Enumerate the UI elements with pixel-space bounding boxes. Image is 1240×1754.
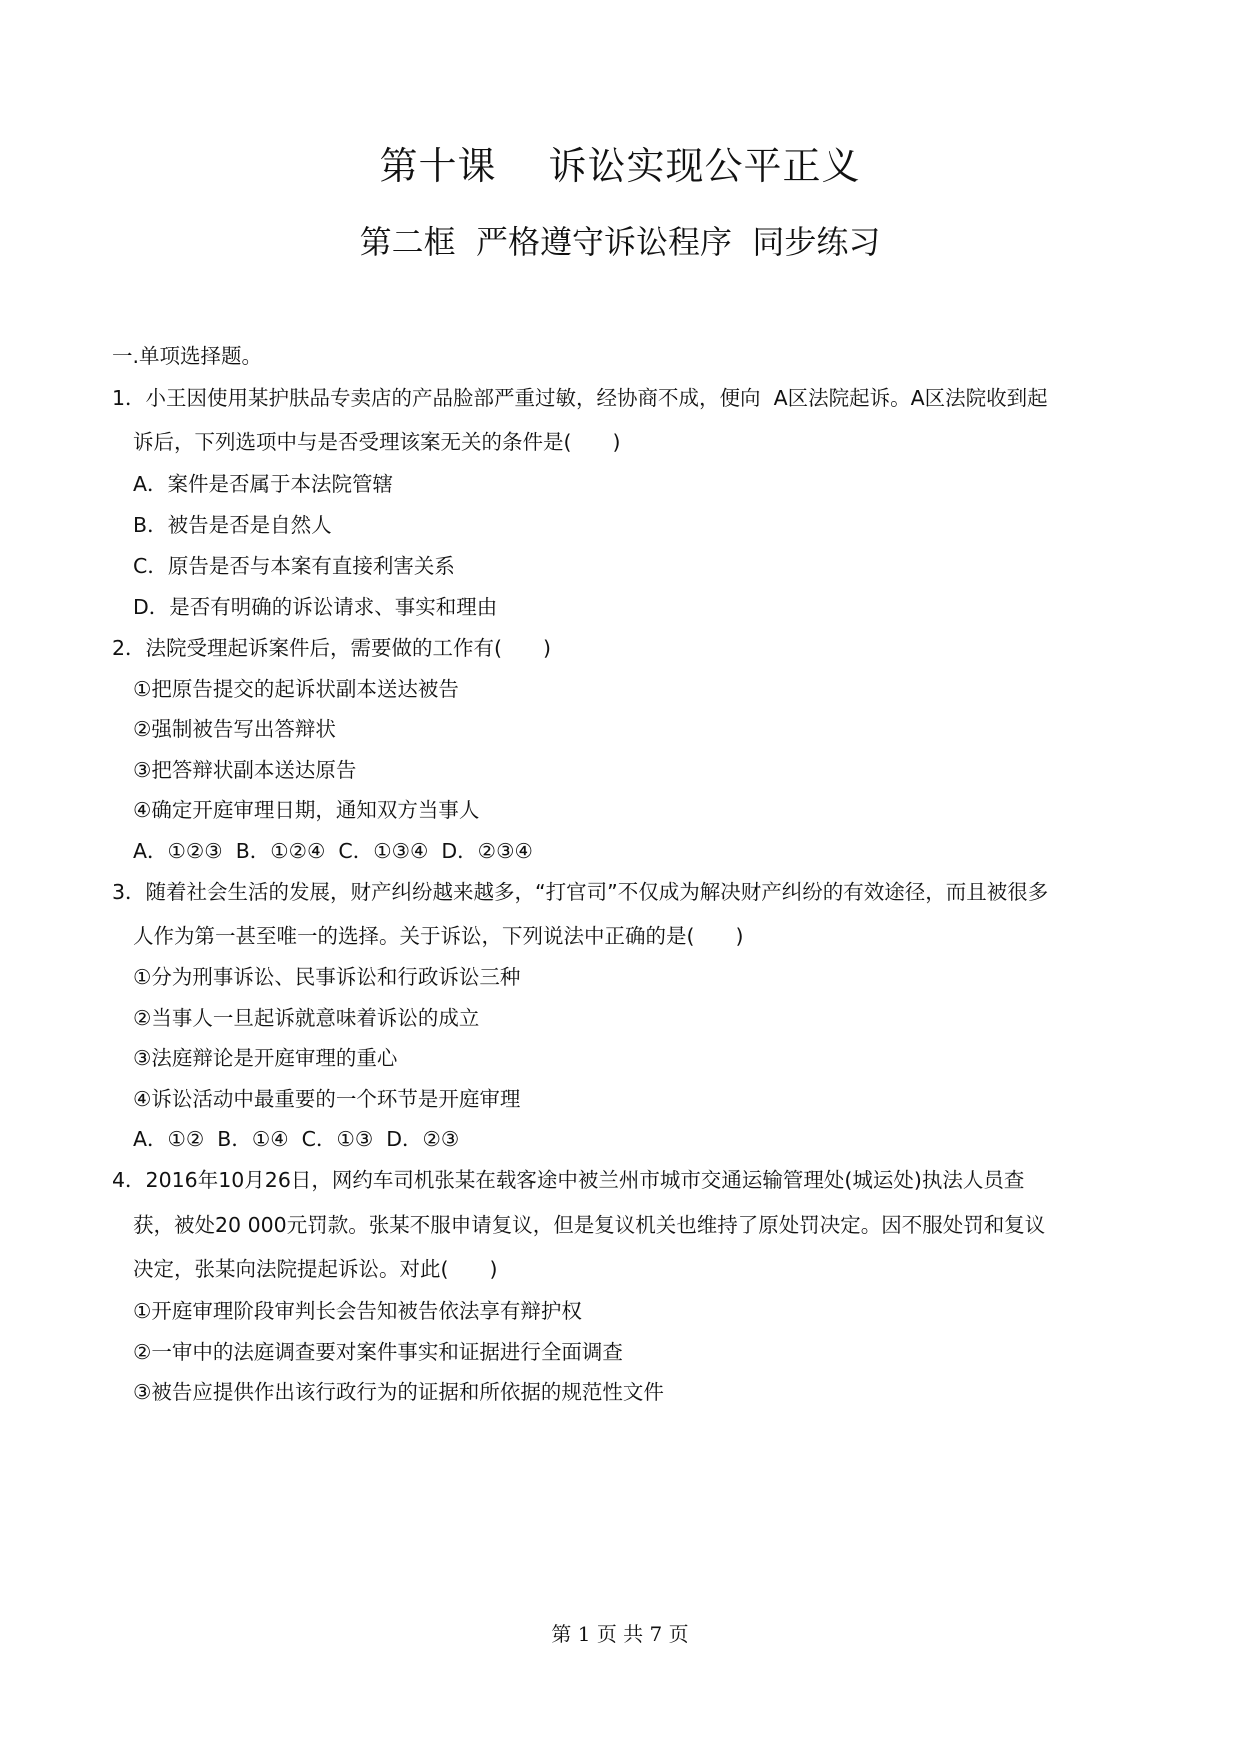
document-title: 第十课 诉讼实现公平正义: [379, 144, 861, 188]
answer-option-d: D．是否有明确的诉讼请求、事实和理由: [133, 595, 498, 619]
statement-2: ②当事人一旦起诉就意味着诉讼的成立: [133, 1006, 480, 1030]
statement-2: ②一审中的法庭调查要对案件事实和证据进行全面调查: [133, 1340, 623, 1364]
question-stem-line: 人作为第一甚至唯一的选择。关于诉讼，下列说法中正确的是( ): [133, 924, 744, 948]
statement-3: ③法庭辩论是开庭审理的重心: [133, 1046, 398, 1070]
page-number-footer: 第 1 页 共 7 页: [551, 1622, 689, 1646]
statement-3: ③把答辩状副本送达原告: [133, 758, 357, 782]
statement-1: ①把原告提交的起诉状副本送达被告: [133, 677, 459, 701]
question-stem-line: 4．2016年10月26日，网约车司机张某在载客途中被兰州市城市交通运输管理处(城运处)执法人员查: [112, 1168, 1025, 1192]
question-stem-line: 决定，张某向法院提起诉讼。对此( ): [133, 1257, 498, 1281]
question-stem-line: 2．法院受理起诉案件后，需要做的工作有( ): [112, 636, 552, 660]
statement-3: ③被告应提供作出该行政行为的证据和所依据的规范性文件: [133, 1380, 664, 1404]
question-stem-line: 诉后，下列选项中与是否受理该案无关的条件是( ): [133, 430, 621, 454]
statement-4: ④确定开庭审理日期，通知双方当事人: [133, 798, 480, 822]
answer-options: A．①②③ B．①②④ C．①③④ D．②③④: [133, 839, 533, 863]
answer-option-a: A．案件是否属于本法院管辖: [133, 472, 394, 496]
question-stem-line: 3．随着社会生活的发展，财产纠纷越来越多，“打官司”不仅成为解决财产纠纷的有效途径，而且被很多: [112, 880, 1049, 904]
document-subtitle: 第二框 严格遵守诉讼程序 同步练习: [359, 223, 881, 261]
statement-1: ①开庭审理阶段审判长会告知被告依法享有辩护权: [133, 1299, 582, 1323]
statement-4: ④诉讼活动中最重要的一个环节是开庭审理: [133, 1087, 521, 1111]
answer-option-b: B．被告是否是自然人: [133, 513, 332, 537]
section-heading: 一.单项选择题。: [112, 344, 263, 368]
question-stem-line: 获，被处20 000元罚款。张某不服申请复议，但是复议机关也维持了原处罚决定。因不服处罚和复议: [133, 1213, 1046, 1237]
answer-options: A．①② B．①④ C．①③ D．②③: [133, 1127, 460, 1151]
answer-option-c: C．原告是否与本案有直接利害关系: [133, 554, 455, 578]
statement-2: ②强制被告写出答辩状: [133, 717, 336, 741]
question-stem-line: 1．小王因使用某护肤品专卖店的产品脸部严重过敏，经协商不成，便向 A区法院起诉。A区法院收到起: [112, 386, 1048, 410]
statement-1: ①分为刑事诉讼、民事诉讼和行政诉讼三种: [133, 965, 521, 989]
